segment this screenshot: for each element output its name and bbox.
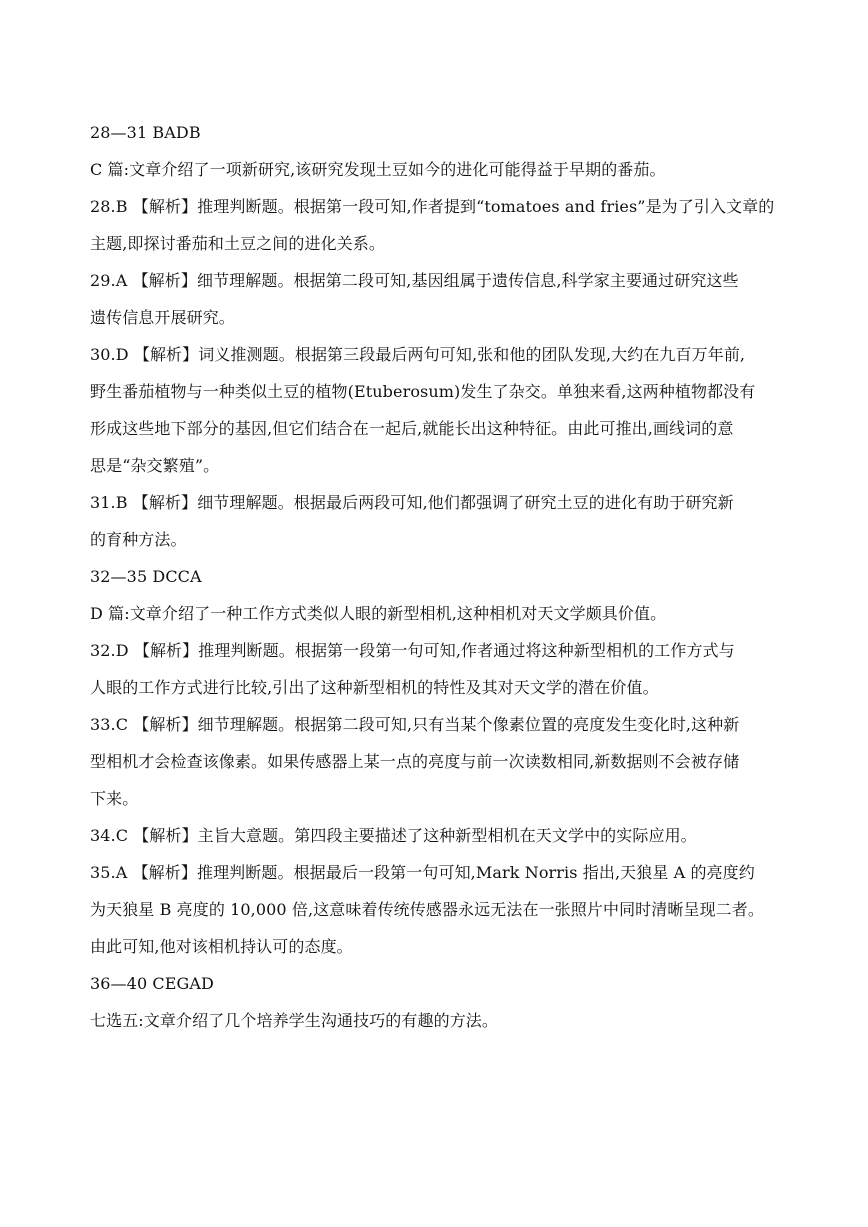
explanation-29-line-2: 遗传信息开展研究。 bbox=[90, 308, 235, 327]
explanation-32-line-1: 32.D 【解析】推理判断题。根据第一段第一句可知,作者通过将这种新型相机的工作方式与 bbox=[90, 641, 735, 660]
explanation-34-line-1: 34.C 【解析】主旨大意题。第四段主要描述了这种新型相机在天文学中的实际应用。 bbox=[90, 826, 697, 845]
explanation-35-line-1: 35.A 【解析】推理判断题。根据最后一段第一句可知,Mark Norris 指出,天狼星 A 的亮度约 bbox=[90, 863, 755, 882]
explanation-35-line-3: 由此可知,他对该相机持认可的态度。 bbox=[90, 937, 353, 956]
passage-d-summary: D 篇:文章介绍了一种工作方式类似人眼的新型相机,这种相机对天文学颇具价值。 bbox=[90, 604, 667, 623]
seven-choose-five-summary: 七选五:文章介绍了几个培养学生沟通技巧的有趣的方法。 bbox=[90, 1011, 498, 1030]
explanation-30-line-1: 30.D 【解析】词义推测题。根据第三段最后两句可知,张和他的团队发现,大约在九百万年前, bbox=[90, 345, 746, 364]
answer-key-page bbox=[90, 114, 790, 1039]
explanation-33-line-1: 33.C 【解析】细节理解题。根据第二段可知,只有当某个像素位置的亮度发生变化时,这种新 bbox=[90, 715, 740, 734]
explanation-29-line-1: 29.A 【解析】细节理解题。根据第二段可知,基因组属于遗传信息,科学家主要通过研究这些 bbox=[90, 271, 739, 290]
explanation-31-line-1: 31.B 【解析】细节理解题。根据最后两段可知,他们都强调了研究土豆的进化有助于研究新 bbox=[90, 493, 734, 512]
explanation-30-line-3: 形成这些地下部分的基因,但它们结合在一起后,就能长出这种特征。由此可推出,画线词的意 bbox=[90, 419, 734, 438]
explanation-30-line-4: 思是“杂交繁殖”。 bbox=[90, 456, 220, 475]
passage-c-summary: C 篇:文章介绍了一项新研究,该研究发现土豆如今的进化可能得益于早期的番茄。 bbox=[90, 160, 666, 179]
explanation-28-line-1: 28.B 【解析】推理判断题。根据第一段可知,作者提到“tomatoes and fries”是为了引入文章的 bbox=[90, 197, 775, 216]
explanation-32-line-2: 人眼的工作方式进行比较,引出了这种新型相机的特性及其对天文学的潜在价值。 bbox=[90, 678, 659, 697]
answer-range-32-35: 32—35 DCCA bbox=[90, 567, 202, 586]
explanation-28-line-2: 主题,即探讨番茄和土豆之间的进化关系。 bbox=[90, 234, 385, 253]
answer-range-28-31: 28—31 BADB bbox=[90, 123, 201, 142]
answer-range-36-40: 36—40 CEGAD bbox=[90, 974, 214, 993]
explanation-35-line-2: 为天狼星 B 亮度的 10,000 倍,这意味着传统传感器永远无法在一张照片中同时清晰呈现二者。 bbox=[90, 900, 764, 919]
explanation-33-line-2: 型相机才会检查该像素。如果传感器上某一点的亮度与前一次读数相同,新数据则不会被存储 bbox=[90, 752, 740, 771]
explanation-31-line-2: 的育种方法。 bbox=[90, 530, 187, 549]
explanation-30-line-2: 野生番茄植物与一种类似土豆的植物(Etuberosum)发生了杂交。单独来看,这两种植物都没有 bbox=[90, 382, 756, 401]
explanation-33-line-3: 下来。 bbox=[90, 789, 139, 808]
